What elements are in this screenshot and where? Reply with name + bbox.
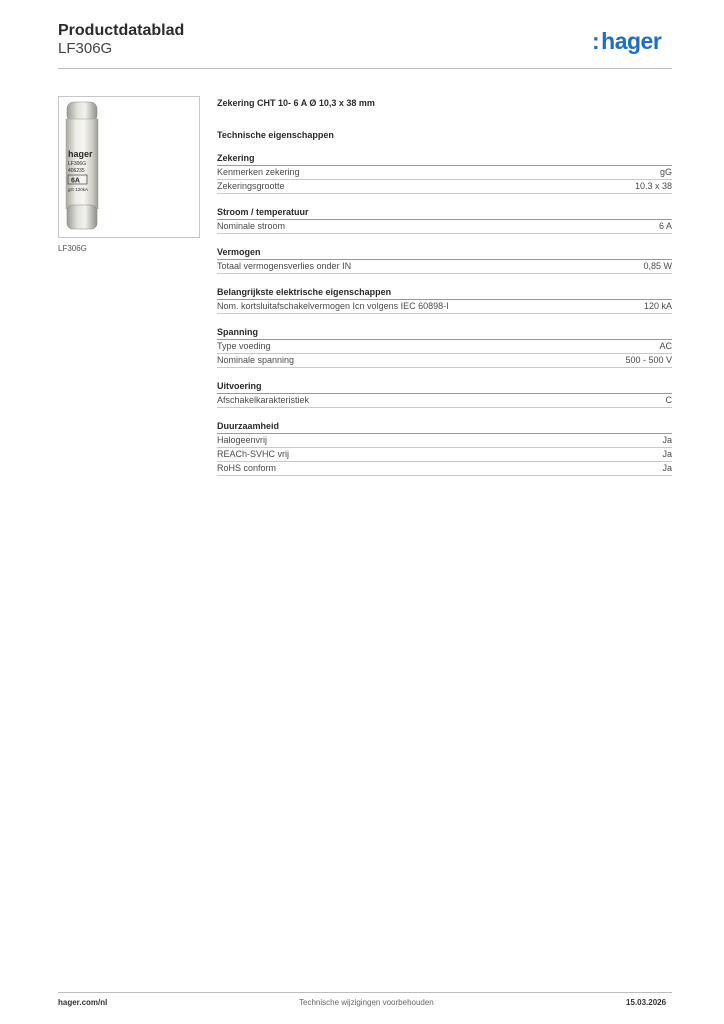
product-code: LF306G: [58, 40, 113, 57]
spec-row: [217, 394, 672, 408]
footer-disclaimer: Technische wijzigingen voorbehouden: [299, 998, 434, 1007]
spec-label: RoHS conform: [217, 463, 277, 473]
spec-value: 0,85 W: [643, 261, 672, 271]
spec-row: [217, 354, 672, 368]
footer-website-link[interactable]: hager.com/nl: [58, 998, 108, 1007]
spec-value: 500 - 500 V: [625, 355, 672, 365]
spec-label: Type voeding: [217, 341, 271, 351]
fuse-label-class: gG 120kA: [68, 187, 89, 192]
fuse-label-brand: hager: [68, 149, 93, 159]
spec-row: [217, 180, 672, 194]
spec-group-heading: Vermogen: [217, 246, 672, 260]
spec-label: Totaal vermogensverlies onder IN: [217, 261, 352, 271]
specification-panel: [217, 96, 672, 476]
spec-group-heading: Duurzaamheid: [217, 420, 672, 434]
fuse-label-code: LF306G: [68, 161, 87, 167]
spec-value: 10.3 x 38: [634, 181, 672, 191]
fuse-label-number: 406235: [68, 168, 85, 174]
spec-label: Kenmerken zekering: [217, 167, 300, 177]
spec-label: Halogeenvrij: [217, 435, 268, 445]
spec-value: 6 A: [658, 221, 672, 231]
spec-value: Ja: [662, 463, 672, 473]
spec-group-duurzaamheid: [217, 420, 672, 476]
fuse-label-rating: 6A: [71, 177, 80, 185]
spec-row: [217, 434, 672, 448]
spec-group-stroom: [217, 206, 672, 234]
page-title: Productdatablad: [58, 22, 185, 39]
spec-label: Nom. kortsluitafschakelvermogen Icn volgens IEC 60898-I: [217, 301, 449, 311]
spec-group-heading: Zekering: [217, 152, 672, 166]
spec-value: gG: [659, 167, 672, 177]
spec-row: [217, 166, 672, 180]
hager-logo[interactable]: [592, 28, 661, 54]
spec-group-heading: Belangrijkste elektrische eigenschappen: [217, 286, 672, 300]
section-heading: Technische eigenschappen: [217, 130, 334, 140]
product-description: Zekering CHT 10- 6 A Ø 10,3 x 38 mm: [217, 98, 375, 108]
spec-group-spanning: [217, 326, 672, 368]
spec-row: [217, 340, 672, 354]
spec-group-elektrisch: [217, 286, 672, 314]
header-divider: [58, 68, 672, 69]
spec-group-vermogen: [217, 246, 672, 274]
spec-group-heading: Spanning: [217, 326, 672, 340]
product-image-frame: [58, 96, 200, 238]
product-image-caption: LF306G: [58, 244, 87, 253]
spec-value: 120 kA: [643, 301, 672, 311]
logo-text: hager: [601, 28, 662, 54]
spec-label: Zekeringsgrootte: [217, 181, 285, 191]
spec-value: Ja: [662, 435, 672, 445]
spec-row: [217, 260, 672, 274]
fuse-cartridge-icon: [59, 97, 199, 237]
spec-value: AC: [659, 341, 672, 351]
spec-row: [217, 300, 672, 314]
spec-group-heading: Uitvoering: [217, 380, 672, 394]
spec-row: [217, 448, 672, 462]
spec-value: C: [665, 395, 672, 405]
footer-divider: [58, 992, 672, 993]
spec-label: REACh-SVHC vrij: [217, 449, 290, 459]
logo-colon-icon: :: [592, 28, 600, 54]
spec-label: Nominale stroom: [217, 221, 286, 231]
spec-label: Nominale spanning: [217, 355, 295, 365]
spec-row: [217, 220, 672, 234]
footer-date: 15.03.2026: [626, 998, 667, 1007]
spec-label: Afschakelkarakteristiek: [217, 395, 310, 405]
spec-group-zekering: [217, 152, 672, 194]
spec-group-uitvoering: [217, 380, 672, 408]
spec-value: Ja: [662, 449, 672, 459]
spec-row: [217, 462, 672, 476]
spec-group-heading: Stroom / temperatuur: [217, 206, 672, 220]
